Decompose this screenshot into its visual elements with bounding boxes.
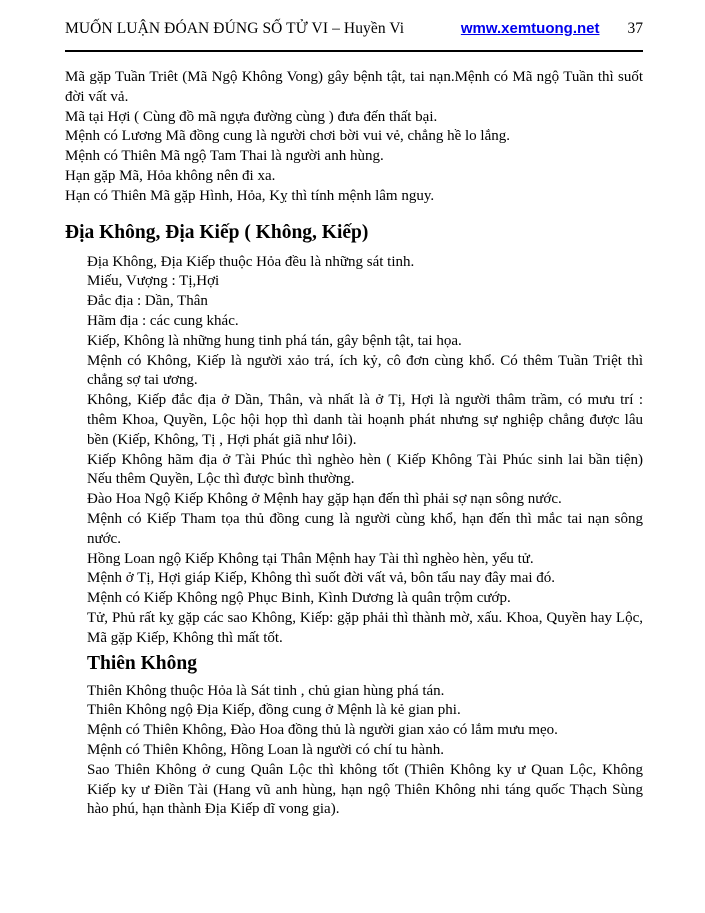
website-link[interactable]: wmw.xemtuong.net bbox=[460, 20, 600, 37]
paragraph: Mệnh có Kiếp Tham tọa thủ đồng cung là người cùng khổ, hạn đến thì mắc tai nạn sông nước. bbox=[87, 510, 643, 547]
paragraph: Kiếp, Không là những hung tinh phá tán, gây bệnh tật, tai họa. bbox=[87, 332, 462, 349]
paragraph: Hạn gặp Mã, Hỏa không nên đi xa. bbox=[65, 167, 276, 184]
paragraph: Miếu, Vượng : Tị,Hợi bbox=[87, 273, 220, 290]
paragraph: Thiên Không ngộ Địa Kiếp, đồng cung ở Mệnh là kẻ gian phi. bbox=[87, 702, 461, 719]
paragraph: Mệnh có Lương Mã đồng cung là người chơi bời vui vẻ, chẳng hề lo lắng. bbox=[65, 128, 510, 145]
paragraph: Kiếp Không hãm địa ở Tài Phúc thì nghèo hèn ( Kiếp Không Tài Phúc sinh lai bần tiện) Nếu thêm Quyền, Lộc thì được bình thường. bbox=[87, 451, 643, 488]
paragraph: Thiên Không thuộc Hỏa là Sát tinh , chủ gian hùng phá tán. bbox=[87, 682, 445, 699]
paragraph: Hãm địa : các cung khác. bbox=[87, 312, 239, 329]
paragraph: Đào Hoa Ngộ Kiếp Không ở Mệnh hay gặp hạn đến thì phải sợ nạn sông nước. bbox=[87, 491, 562, 508]
header-right-group bbox=[461, 20, 643, 38]
paragraph: Mã gặp Tuần Triêt (Mã Ngộ Không Vong) gây bệnh tật, tai nạn.Mệnh có Mã ngộ Tuần thì suốt đời vất vả. bbox=[65, 69, 643, 105]
paragraph: Mã tại Hợi ( Cùng đồ mã ngựa đường cùng ) đưa đến thất bại. bbox=[65, 108, 438, 125]
page-header bbox=[65, 20, 643, 52]
section-heading-thien-khong: Thiên Không bbox=[87, 652, 198, 674]
paragraph: Hạn có Thiên Mã gặp Hình, Hỏa, Kỵ thì tính mệnh lâm nguy. bbox=[65, 187, 435, 204]
paragraph: Mệnh có Không, Kiếp là người xảo trá, ích kỷ, cô đơn cùng khổ. Có thêm Tuần Triệt thì chẳng sợ tai ương. bbox=[87, 352, 643, 389]
paragraph: Địa Không, Địa Kiếp thuộc Hỏa đều là những sát tinh. bbox=[87, 253, 415, 270]
paragraph: Mệnh có Thiên Không, Hồng Loan là người có chí tu hành. bbox=[87, 741, 444, 758]
paragraph: Đắc địa : Dần, Thân bbox=[87, 293, 208, 310]
paragraph: Tử, Phủ rất kỵ gặp các sao Không, Kiếp: gặp phải thì thành mờ, xấu. Khoa, Quyền hay Lộc, Mã gặp Kiếp, Không thì mất tốt. bbox=[87, 609, 643, 646]
paragraph: Mệnh có Thiên Không, Đào Hoa đồng thủ là người gian xảo có lắm mưu mẹo. bbox=[87, 722, 558, 739]
paragraph: Không, Kiếp đắc địa ở Dần, Thân, và nhất là ở Tị, Hợi là người thâm trầm, có mưu trí : thêm Khoa, Quyền, Lộc hội họp thì danh tài hoạnh phát nhưng sự nghiệp chẳng được lâu bền (Kiếp, Không, Tị , Hợi phát giã như lôi). bbox=[87, 392, 643, 448]
section-heading-dia-khong: Địa Không, Địa Kiếp ( Không, Kiếp) bbox=[65, 221, 369, 243]
paragraph: Hồng Loan ngộ Kiếp Không tại Thân Mệnh hay Tài thì nghèo hèn, yểu tử. bbox=[87, 550, 534, 567]
section-dia-khong-body bbox=[87, 253, 643, 821]
paragraph: Mệnh ở Tị, Hợi giáp Kiếp, Không thì suốt đời vất vả, bôn tẩu nay đây mai đó. bbox=[87, 570, 556, 587]
paragraph: Mệnh có Thiên Mã ngộ Tam Thai là người anh hùng. bbox=[65, 148, 384, 165]
page-number: 37 bbox=[627, 20, 643, 37]
document-body bbox=[65, 68, 643, 820]
paragraph: Sao Thiên Không ở cung Quân Lộc thì không tốt (Thiên Không ky ư Quan Lộc, Không Kiếp ky ư Điền Tài (Hang vũ anh hùng, hạn ngộ Thiên Không nhi táng quốc Thạch Sùng hào phú, hạn thành Địa Kiếp dĩ vong gia). bbox=[87, 761, 643, 818]
paragraph: Mệnh có Kiếp Không ngộ Phục Binh, Kình Dương là quân trộm cướp. bbox=[87, 590, 511, 607]
document-header-title: MUỐN LUẬN ĐÓAN ĐÚNG SỐ TỬ VI – Huyền Vi bbox=[65, 20, 405, 37]
